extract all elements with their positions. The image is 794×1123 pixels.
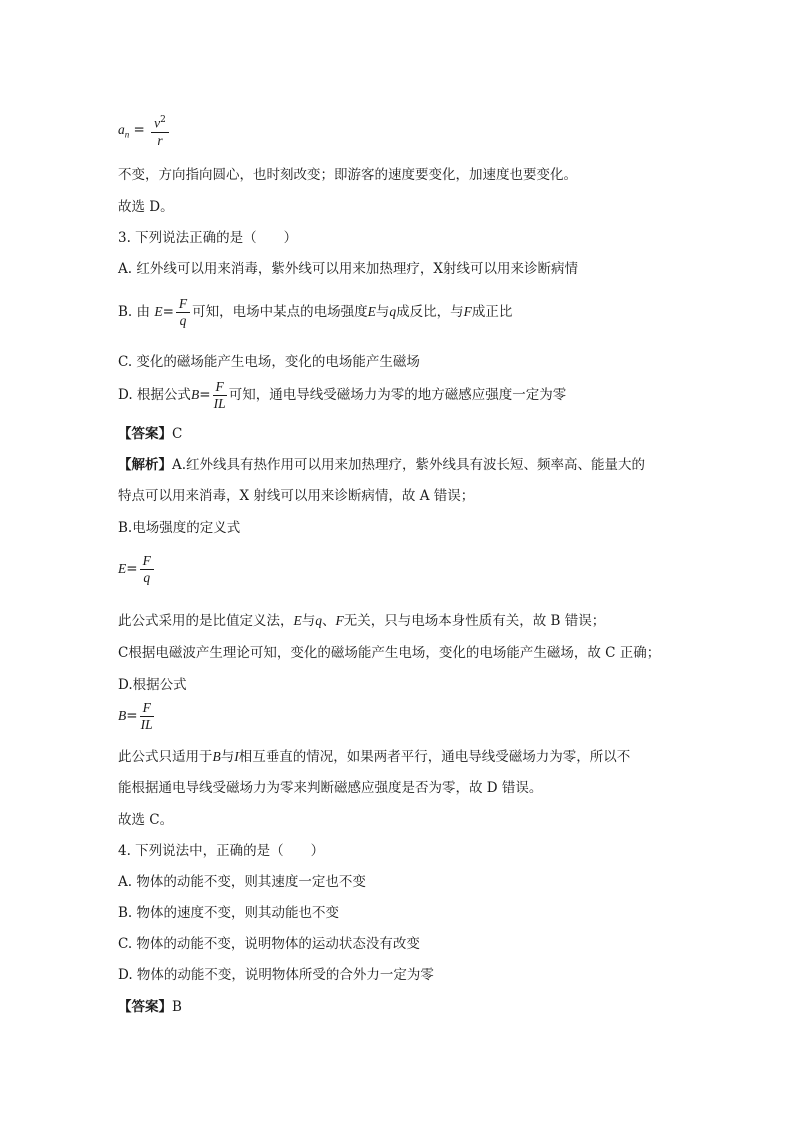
analysis-label: 【解析】 <box>118 457 172 473</box>
var-B: B <box>190 387 200 402</box>
text-line: 故选 D。 <box>118 199 174 215</box>
var-F: F <box>463 304 472 319</box>
var-q: q <box>389 304 397 319</box>
question-3-option-b <box>118 296 512 329</box>
question-4-answer <box>118 997 182 1017</box>
fraction-numerator: F <box>213 379 227 396</box>
formula-lhs: E <box>118 561 127 576</box>
question-4-option-b: B. 物体的速度不变，则其动能也不变 <box>118 905 340 921</box>
var-q: q <box>315 613 322 628</box>
fraction-numerator: F <box>140 553 154 570</box>
text: 此公式只适用于 <box>118 749 213 765</box>
fraction-denominator: r <box>157 132 163 148</box>
fraction <box>176 296 190 329</box>
formula-lhs-sub: n <box>124 129 130 140</box>
analysis-line <box>118 611 605 631</box>
analysis-line: 特点可以用来消毒，X 射线可以用来诊断病情，故 A 错误； <box>118 488 475 504</box>
analysis-line <box>118 455 645 475</box>
fraction-numerator: F <box>140 700 154 717</box>
var-E: E <box>154 304 163 319</box>
question-4-option-c: C. 物体的动能不变，说明物体的运动状态没有改变 <box>118 936 420 952</box>
fraction-numerator: v <box>154 115 161 131</box>
fraction-denominator: IL <box>213 396 226 411</box>
formula-eq: = <box>126 561 138 577</box>
formula-eq: = <box>162 304 174 320</box>
var-F: F <box>335 613 344 628</box>
analysis-text: A.红外线具有热作用可以用来加热理疗，紫外线具有波长短、频率高、能量大的 <box>172 457 646 473</box>
formula-eq: = <box>199 387 211 403</box>
text: 与 <box>301 613 316 629</box>
text: 与 <box>375 304 390 320</box>
conclusion: 故选 C。 <box>118 812 174 828</box>
question-3-option-d <box>118 379 566 412</box>
question-3-option-a: A. 红外线可以用来消毒，紫外线可以用来加热理疗，X射线可以用来诊断病情 <box>118 261 578 277</box>
fraction <box>213 379 227 412</box>
option-d-prefix: D. 根据公式 <box>118 387 191 403</box>
text: 可知，电场中某点的电场强度 <box>192 304 368 320</box>
analysis-line <box>118 747 630 767</box>
fraction <box>140 553 154 586</box>
fraction-denominator: q <box>179 313 187 328</box>
question-3-option-c: C. 变化的磁场能产生电场，变化的电场能产生磁场 <box>118 354 420 370</box>
var-B: B <box>212 749 221 764</box>
answer-value: B <box>172 999 182 1015</box>
question-4-option-a: A. 物体的动能不变，则其速度一定也不变 <box>118 874 366 890</box>
formula-eq: = <box>126 708 138 724</box>
fraction-numerator: F <box>176 296 190 313</box>
text-line: 不变，方向指向圆心，也时刻改变；即游客的速度要变化，加速度也要变化。 <box>118 167 577 183</box>
question-3-answer <box>118 424 182 444</box>
formula-magnetic-field <box>118 700 156 733</box>
text: 、 <box>322 613 336 629</box>
analysis-line: B.电场强度的定义式 <box>118 520 241 536</box>
text: 无关，只与电场本身性质有关，故 B 错误； <box>343 613 606 629</box>
option-b-prefix: B. 由 <box>118 304 151 320</box>
fraction <box>140 700 154 733</box>
fraction-denominator: q <box>143 570 151 585</box>
formula-eq: = <box>133 121 145 138</box>
fraction-denominator: IL <box>140 717 153 732</box>
question-4-option-d: D. 物体的动能不变，说明物体所受的合外力一定为零 <box>118 967 434 983</box>
formula-lhs: B <box>118 708 127 723</box>
question-3-stem: 3. 下列说法正确的是（ ） <box>118 230 298 246</box>
analysis-line: D.根据公式 <box>118 677 187 693</box>
text: 此公式采用的是比值定义法， <box>118 613 294 629</box>
answer-label: 【答案】 <box>118 999 172 1015</box>
text: 可知，通电导线受磁场力为零的地方磁感应强度一定为零 <box>228 387 567 403</box>
text: 相互垂直的情况，如果两者平行，通电导线受磁场力为零，所以不 <box>238 749 631 765</box>
fraction-numerator-exponent: 2 <box>160 115 166 125</box>
question-4-stem: 4. 下列说法中，正确的是（ ） <box>118 843 325 859</box>
analysis-line: C根据电磁波产生理论可知，变化的磁场能产生电场，变化的电场能产生磁场，故 C 正确； <box>118 645 661 661</box>
analysis-line: 能根据通电导线受磁场力为零来判断磁感应强度是否为零，故 D 错误。 <box>118 780 543 796</box>
formula-electric-field <box>118 553 156 586</box>
answer-value: C <box>172 426 183 442</box>
var-I: I <box>234 749 239 764</box>
text: 与 <box>220 749 235 765</box>
text: 成正比 <box>471 304 513 320</box>
var-E: E <box>367 304 376 319</box>
answer-label: 【答案】 <box>118 426 172 442</box>
var-E: E <box>293 613 302 628</box>
formula-centripetal-acceleration <box>118 112 171 149</box>
text: 成反比，与 <box>396 304 464 320</box>
fraction <box>151 112 169 149</box>
formula-lhs: a <box>118 121 125 137</box>
